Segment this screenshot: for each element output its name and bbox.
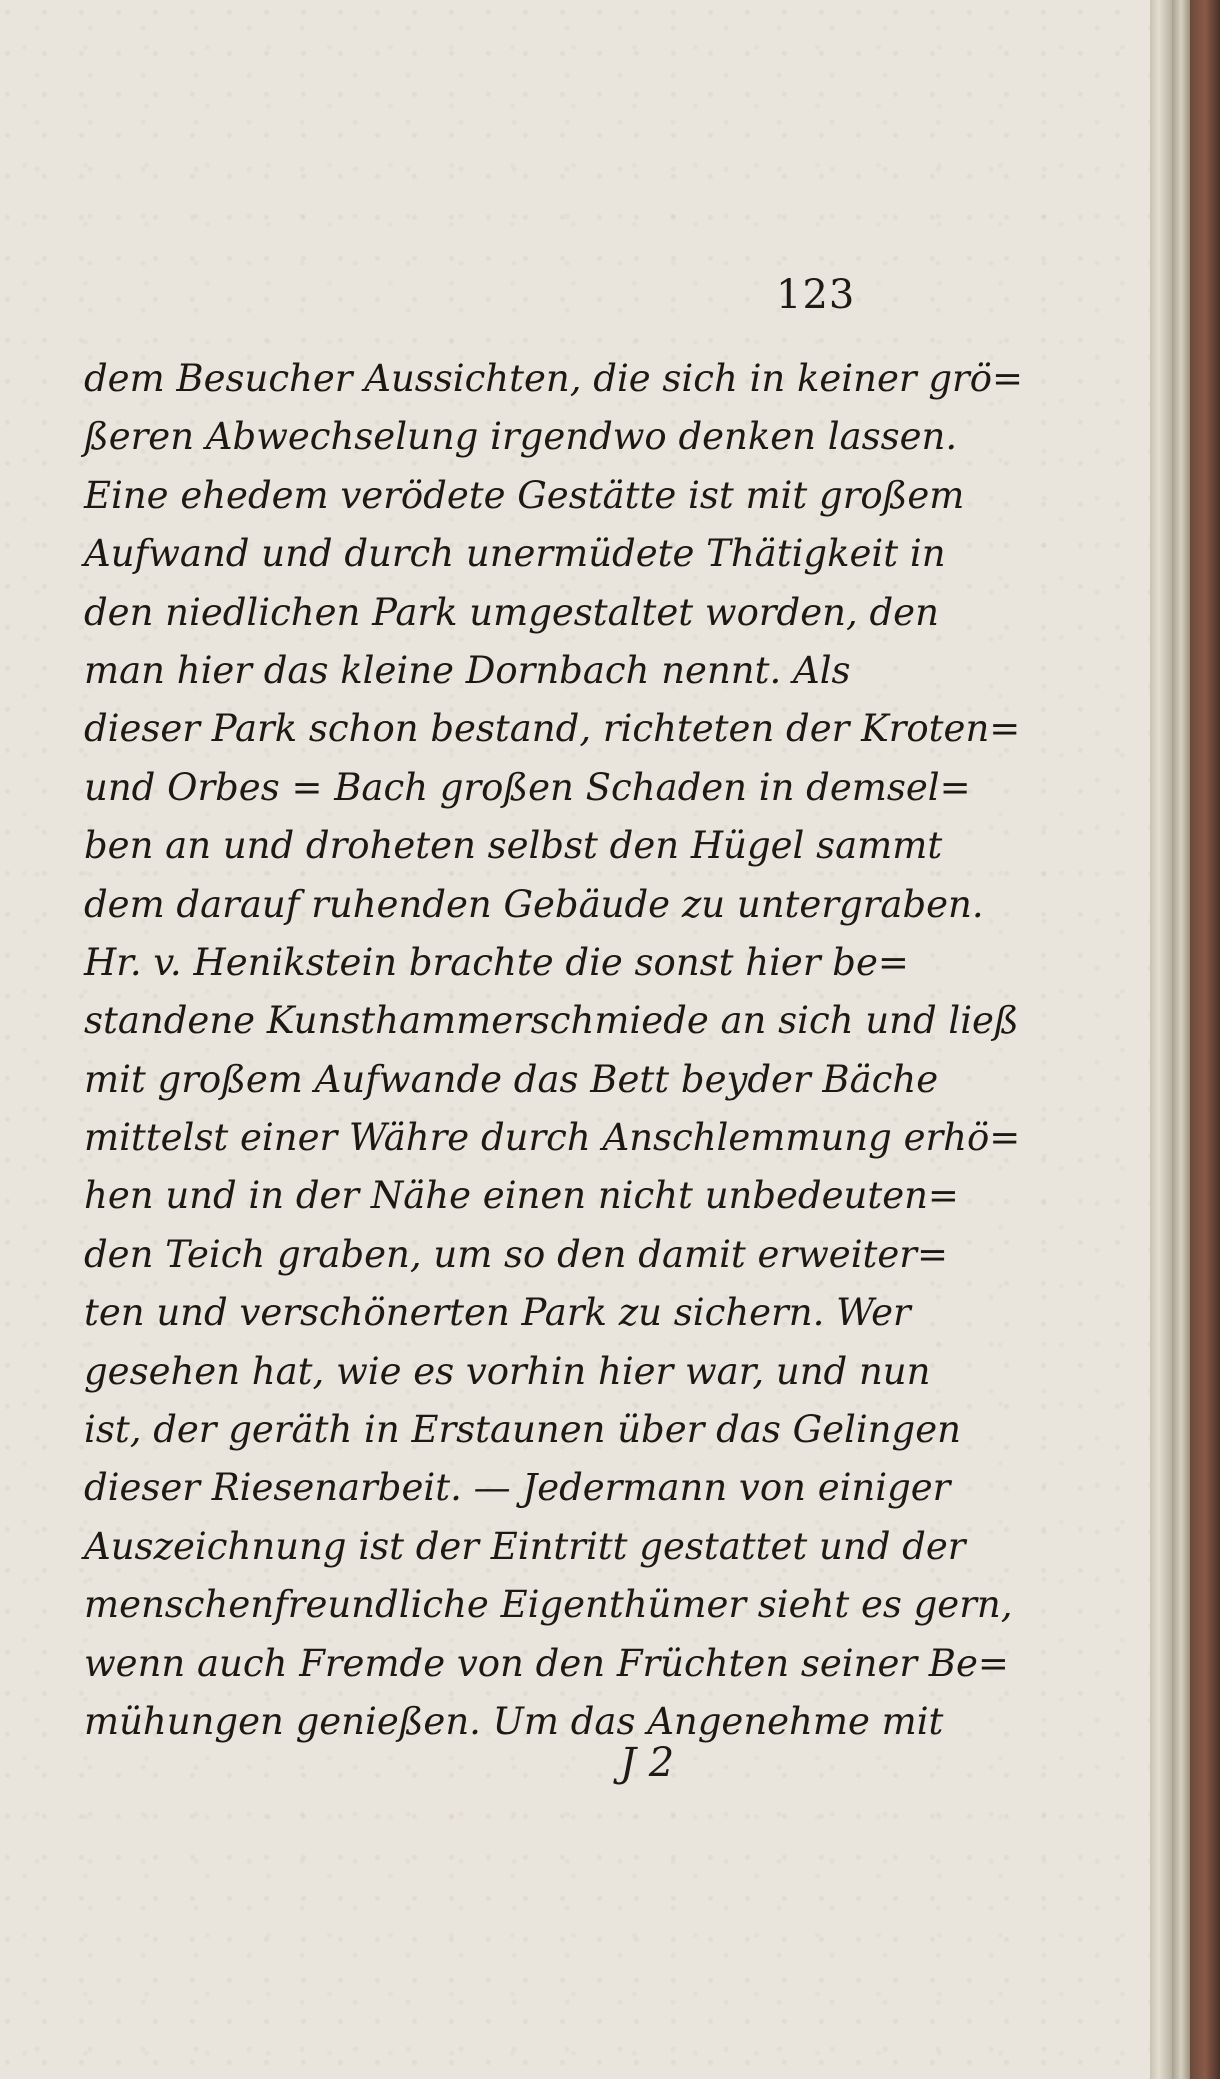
text-line: man hier das kleine Dornbach nennt. Als	[84, 648, 851, 692]
page-edges	[1150, 0, 1172, 2079]
text-line: den Teich graben, um so den damit erweiter=	[84, 1232, 948, 1276]
text-line: Hr. v. Henikstein brachte die sonst hier be=	[84, 940, 909, 984]
body-text	[84, 350, 1084, 1751]
signature-mark: J 2	[620, 1740, 675, 1786]
text-line: Eine ehedem verödete Gestätte ist mit großem	[84, 473, 965, 517]
text-line: mit großem Aufwande das Bett beyder Bäche	[84, 1057, 939, 1101]
text-line: Auszeichnung ist der Eintritt gestattet und der	[84, 1524, 966, 1568]
text-line: ßeren Abwechselung irgendwo denken lassen.	[84, 415, 958, 459]
text-line: standene Kunsthammerschmiede an sich und ließ	[84, 999, 1019, 1043]
text-line: und Orbes = Bach großen Schaden in demsel=	[84, 765, 971, 809]
page-edges-inner	[1172, 0, 1190, 2079]
text-line: menschenfreundliche Eigenthümer sieht es gern,	[84, 1583, 1013, 1627]
page-number: 123	[776, 272, 856, 318]
text-line: hen und in der Nähe einen nicht unbedeuten=	[84, 1174, 959, 1218]
text-line: dieser Park schon bestand, richteten der Kroten=	[84, 707, 1021, 751]
text-line: ist, der geräth in Erstaunen über das Gelingen	[84, 1408, 961, 1452]
text-line: dem darauf ruhenden Gebäude zu untergraben.	[84, 882, 984, 926]
text-line: mühungen genießen. Um das Angenehme mit	[84, 1699, 944, 1743]
text-line: dem Besucher Aussichten, die sich in keiner grö=	[84, 357, 1023, 400]
text-line: ten und verschönerten Park zu sichern. Wer	[84, 1291, 911, 1335]
text-line: gesehen hat, wie es vorhin hier war, und nun	[84, 1349, 931, 1393]
text-line: wenn auch Fremde von den Früchten seiner Be=	[84, 1641, 1009, 1685]
text-line: ben an und droheten selbst den Hügel sammt	[84, 824, 943, 868]
text-line: den niedlichen Park umgestaltet worden, den	[84, 590, 939, 634]
text-line: mittelst einer Währe durch Anschlemmung erhö=	[84, 1116, 1021, 1160]
text-line: Aufwand und durch unermüdete Thätigkeit in	[84, 532, 946, 576]
book-cover-edge	[1190, 0, 1220, 2079]
text-line: dieser Riesenarbeit. — Jedermann von einiger	[84, 1466, 951, 1510]
